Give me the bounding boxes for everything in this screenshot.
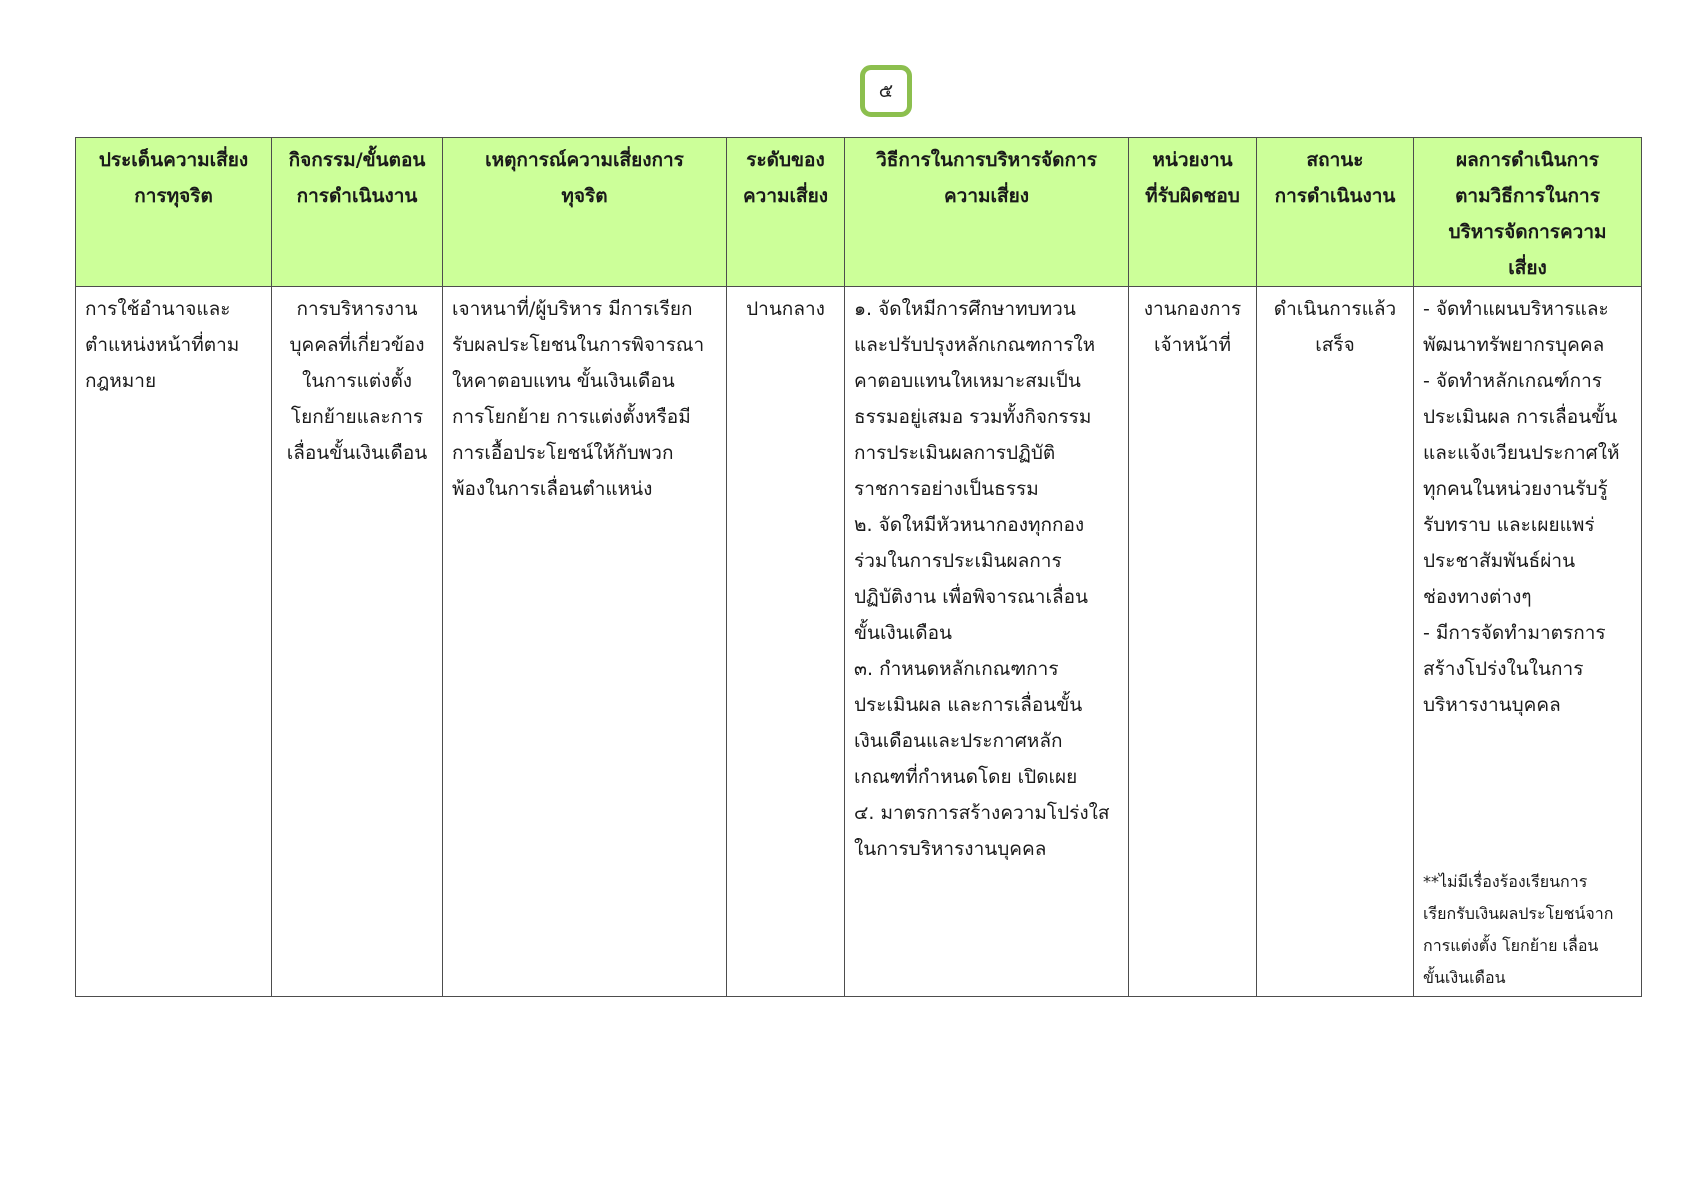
cell-risk-level: ปานกลาง bbox=[727, 287, 845, 997]
cell-results: - จัดทำแผนบริหารและ พัฒนาทรัพยากรบุคคล - จัดทำหลักเกณฑ์การ ประเมินผล การเลื่อนขั้น และแจ้งเวียนประกาศให้ ทุกคนในหน่วยงานรับรู้ รับทราบ และเผยแพร่ ประชาสัมพันธ์ผ่าน ช่องทางต่างๆ - มีการจัดทำมาตรการ สร้างโปร่งในในการ บริหารงานบุคคล **ไม่มีเรื่องร้องเรียนการ เรียกรับเงินผลประโยชน์จาก การแต่งตั้ง โยกย้าย เลื่อน ขั้นเงินเดือน bbox=[1414, 287, 1642, 997]
cell-status: ดำเนินการแล้ว เสร็จ bbox=[1257, 287, 1414, 997]
header-activity: กิจกรรม/ขั้นตอน การดำเนินงาน bbox=[272, 138, 443, 287]
page-number-badge bbox=[860, 65, 912, 117]
header-risk-issue: ประเด็นความเสี่ยง การทุจริต bbox=[76, 138, 272, 287]
header-risk-level: ระดับของ ความเสี่ยง bbox=[727, 138, 845, 287]
table-header-row bbox=[76, 138, 1642, 287]
header-management-methods: วิธีการในการบริหารจัดการ ความเสี่ยง bbox=[845, 138, 1129, 287]
page-number: ๕ bbox=[878, 80, 894, 102]
cell-risk-issue: การใช้อำนาจและ ตำแหน่งหน้าที่ตาม กฎหมาย bbox=[76, 287, 272, 997]
header-responsible-unit: หน่วยงาน ที่รับผิดชอบ bbox=[1129, 138, 1257, 287]
header-results: ผลการดำเนินการ ตามวิธีการในการ บริหารจัดการความ เสี่ยง bbox=[1414, 138, 1642, 287]
cell-responsible-unit: งานกองการ เจ้าหน้าที่ bbox=[1129, 287, 1257, 997]
header-status: สถานะ การดำเนินงาน bbox=[1257, 138, 1414, 287]
table-row bbox=[76, 287, 1642, 997]
cell-risk-event: เจาหนาที่/ผู้บริหาร มีการเรียก รับผลประโยชนในการพิจารณา ใหคาตอบแทน ขั้นเงินเดือน การโยกย้าย การแต่งตั้งหรือมี การเอื้อประโยชน์ให้กับพวก พ้องในการเลื่อนตำแหน่ง bbox=[443, 287, 727, 997]
header-risk-event: เหตุการณ์ความเสี่ยงการ ทุจริต bbox=[443, 138, 727, 287]
cell-management-methods: ๑. จัดใหมีการศึกษาทบทวน และปรับปรุงหลักเกณฑการให คาตอบแทนใหเหมาะสมเป็น ธรรมอยู่เสมอ รวมทั้งกิจกรรม การประเมินผลการปฏิบัติ ราชการอย่างเป็นธรรม ๒. จัดใหมีหัวหนากองทุกกอง ร่วมในการประเมินผลการ ปฏิบัติงาน เพื่อพิจารณาเลื่อน ขั้นเงินเดือน ๓. กำหนดหลักเกณฑการ ประเมินผล และการเลื่อนขั้น เงินเดือนและประกาศหลัก เกณฑที่กำหนดโดย เปิดเผย ๔. มาตรการสร้างความโปร่งใส ในการบริหารงานบุคคล bbox=[845, 287, 1129, 997]
results-note: **ไม่มีเรื่องร้องเรียนการ เรียกรับเงินผลประโยชน์จาก การแต่งตั้ง โยกย้าย เลื่อน ขั้นเงินเดือน bbox=[1423, 872, 1614, 987]
risk-management-table bbox=[75, 137, 1642, 997]
cell-activity: การบริหารงาน บุคคลที่เกี่ยวข้อง ในการแต่งตั้ง โยกย้ายและการ เลื่อนขั้นเงินเดือน bbox=[272, 287, 443, 997]
